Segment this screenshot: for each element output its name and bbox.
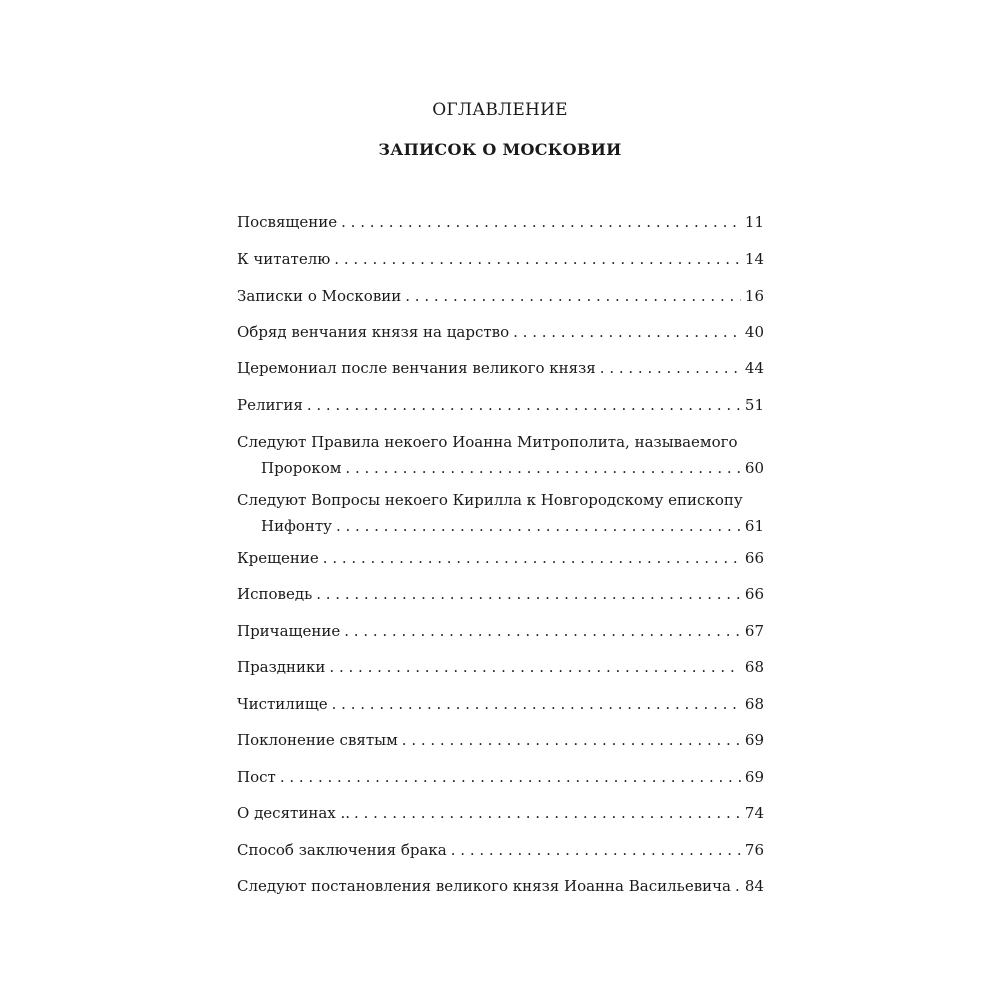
toc-entry <box>237 246 764 272</box>
toc-entry-title: Способ заключения брака <box>237 841 447 859</box>
toc-entry <box>237 209 764 235</box>
toc-entry-page: 11 <box>744 213 764 231</box>
toc-entry-title: Следуют постановления великого князя Иоанна Васильевича <box>237 877 732 895</box>
toc-entry-title: Церемониал после венчания великого князя <box>237 359 596 377</box>
toc-entry <box>237 487 764 539</box>
toc-entry <box>237 392 764 418</box>
toc-entry <box>237 764 764 790</box>
toc-entry-title-continued: Пророком <box>261 459 342 477</box>
toc-leader-dots <box>341 209 741 235</box>
toc-entry-page: 66 <box>744 585 764 603</box>
toc-leader-dots <box>405 283 741 309</box>
toc-leader-dots <box>329 654 740 680</box>
toc-entry-title: О десятинах .. <box>237 804 351 822</box>
toc-entry <box>237 618 764 644</box>
toc-leader-dots <box>402 727 741 753</box>
toc-entry-page: 67 <box>744 622 764 640</box>
toc-entry-page: 40 <box>744 323 764 341</box>
toc-entry-title: К читателю <box>237 250 331 268</box>
toc-entry-page: 69 <box>744 768 764 786</box>
toc-entry <box>237 319 764 345</box>
toc-entry <box>237 873 764 899</box>
toc-entry-title: Крещение <box>237 549 319 567</box>
toc-entry-title: Поклонение святым <box>237 731 398 749</box>
toc-entry <box>237 691 764 717</box>
toc-entry-title: Исповедь <box>237 585 313 603</box>
toc-entry <box>237 654 764 680</box>
toc-leader-dots <box>600 355 741 381</box>
toc-entry-title: Следуют Правила некоего Иоанна Митрополита, называемого <box>237 433 738 451</box>
toc-leader-dots <box>451 837 741 863</box>
toc-entry-page: 68 <box>744 695 764 713</box>
toc-entry-title: Религия <box>237 396 303 414</box>
toc-entry-title: Посвящение <box>237 213 338 231</box>
toc-leader-dots <box>336 513 741 539</box>
toc-leader-dots <box>307 392 741 418</box>
toc-entry-page: 69 <box>744 731 764 749</box>
toc-entry-title: Обряд венчания князя на царство <box>237 323 510 341</box>
toc-leader-dots <box>735 873 741 899</box>
toc-entry-title-continued: Нифонту <box>261 517 332 535</box>
toc-entry-page: 74 <box>744 804 764 822</box>
toc-leader-dots <box>354 800 741 826</box>
toc-entry <box>237 727 764 753</box>
toc-leader-dots <box>345 455 740 481</box>
toc-entry-page: 44 <box>744 359 764 377</box>
toc-leader-dots <box>332 691 741 717</box>
toc-leader-dots <box>344 618 741 644</box>
toc-entry <box>237 283 764 309</box>
toc-entry-page: 14 <box>744 250 764 268</box>
toc-leader-dots <box>334 246 741 272</box>
toc-entry <box>237 355 764 381</box>
toc-entry-title: Причащение <box>237 622 341 640</box>
toc-entry-title: Записки о Московии <box>237 287 402 305</box>
toc-entry-page: 61 <box>744 517 764 535</box>
toc-leader-dots <box>323 545 741 571</box>
toc-entry-title: Чистилище <box>237 695 328 713</box>
toc-entry-page: 68 <box>744 658 764 676</box>
toc-entry-page: 16 <box>744 287 764 305</box>
toc-entry-page: 51 <box>744 396 764 414</box>
toc-entry-title: Следуют Вопросы некоего Кирилла к Новгородскому епископу <box>237 491 743 509</box>
toc-entry <box>237 800 764 826</box>
toc-leader-dots <box>280 764 741 790</box>
toc-leader-dots <box>316 581 741 607</box>
toc-entry <box>237 545 764 571</box>
toc-subheading: ЗАПИСОК О МОСКОВИИ <box>378 140 622 159</box>
toc-entry-title: Пост <box>237 768 276 786</box>
toc-leader-dots <box>513 319 741 345</box>
toc-entry-page: 66 <box>744 549 764 567</box>
toc-entry-page: 76 <box>744 841 764 859</box>
toc-entry <box>237 837 764 863</box>
toc-entry <box>237 581 764 607</box>
toc-entry-title: Праздники <box>237 658 326 676</box>
toc-entry-page: 84 <box>744 877 764 895</box>
toc-entry <box>237 429 764 481</box>
toc-entry-page: 60 <box>744 459 764 477</box>
toc-heading: ОГЛАВЛЕНИЕ <box>432 100 568 120</box>
